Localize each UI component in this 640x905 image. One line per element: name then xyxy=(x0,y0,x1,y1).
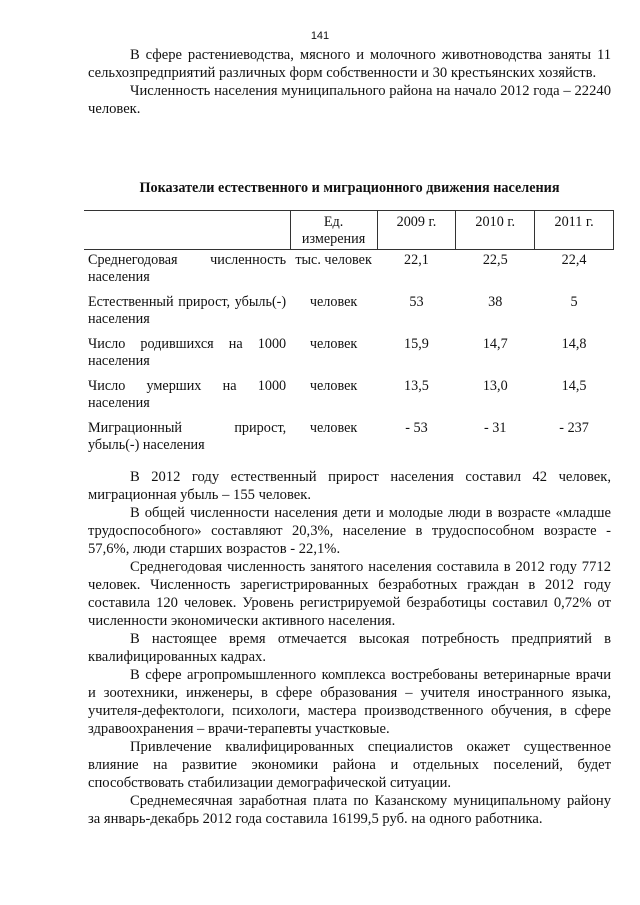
header-2011: 2011 г. xyxy=(535,211,614,250)
value-2011: - 237 xyxy=(559,420,589,436)
value-2011: 14,8 xyxy=(561,336,587,352)
table-row xyxy=(84,418,614,460)
paragraph: В общей численности населения дети и молодые люди в возрасте «младше трудоспособного» составляют 20,3%, население в трудоспособном возрасте - 57,6%, люди старших возрастов - 22,1%. xyxy=(88,505,611,557)
paragraph: В сфере агропромышленного комплекса востребованы ветеринарные врачи и зоотехники, инженеры, в сфере образования – учителя иностранного языка, учителя-дефектологи, психологи, мастера производственного обучения, в сфере здравоохранения – врачи-терапевты участковые. xyxy=(88,667,611,737)
paragraph: Численность населения муниципального района на начало 2012 года – 22240 человек. xyxy=(88,83,611,117)
row-name: Среднегодовая численность населения xyxy=(88,252,287,285)
value-2010: - 31 xyxy=(484,420,507,436)
table-title: Показатели естественного и миграционного движения населения xyxy=(139,180,560,196)
value-2011: 5 xyxy=(570,294,578,310)
population-table xyxy=(84,210,614,460)
value-2009: 13,5 xyxy=(404,378,429,394)
paragraph: В сфере растениеводства, мясного и молочного животноводства заняты 11 сельхозпредприятий различных форм собственности и 30 крестьянских хозяйств. xyxy=(88,47,611,81)
table-row xyxy=(84,250,614,293)
value-2010: 14,7 xyxy=(482,336,508,352)
row-name: Число умерших на 1000 населения xyxy=(88,378,287,411)
row-unit: человек xyxy=(309,378,358,394)
table-row xyxy=(84,376,614,418)
paragraph: Среднемесячная заработная плата по Казанскому муниципальному району за январь-декабрь 2012 года составила 16199,5 руб. на одного работника. xyxy=(88,793,611,827)
paragraph: Среднегодовая численность занятого населения составила в 2012 году 7712 человек. Численность зарегистрированных безработных граждан в 2012 году составила 120 человек. Уровень регистрируемой безработицы составил 0,72% от численности экономически активного населения. xyxy=(88,559,611,629)
value-2009: 53 xyxy=(409,294,424,310)
paragraph: Привлечение квалифицированных специалистов окажет существенное влияние на развитие экономики района и отдельных поселений, будет способствовать стабилизации демографической ситуации. xyxy=(88,739,611,791)
row-unit: человек xyxy=(309,294,358,310)
row-unit: тыс. человек xyxy=(295,252,372,268)
value-2009: 15,9 xyxy=(404,336,429,352)
value-2010: 38 xyxy=(488,294,503,310)
value-2009: 22,1 xyxy=(404,252,429,268)
row-name: Миграционный прирост, убыль(-) населения xyxy=(88,420,287,453)
value-2011: 14,5 xyxy=(561,378,587,394)
header-2010: 2010 г. xyxy=(456,211,535,250)
value-2010: 22,5 xyxy=(482,252,508,268)
value-2011: 22,4 xyxy=(561,252,587,268)
header-2009: 2009 г. xyxy=(377,211,456,250)
row-name: Естественный прирост, убыль(-) населения xyxy=(88,294,287,327)
header-blank xyxy=(84,211,290,250)
table-row xyxy=(84,292,614,334)
body-text xyxy=(88,468,611,828)
intro-text xyxy=(88,46,611,118)
value-2009: - 53 xyxy=(405,420,428,436)
row-name: Число родившихся на 1000 населения xyxy=(88,336,287,369)
paragraph: В 2012 году естественный прирост населения составил 42 человек, миграционная убыль – 155 человек. xyxy=(88,469,611,503)
table-header-row xyxy=(84,211,614,250)
value-2010: 13,0 xyxy=(482,378,508,394)
header-unit: Ед. измерения xyxy=(290,211,377,250)
paragraph: В настоящее время отмечается высокая потребность предприятий в квалифицированных кадрах. xyxy=(88,631,611,665)
page-number: 141 xyxy=(310,30,330,42)
table-row xyxy=(84,334,614,376)
row-unit: человек xyxy=(309,420,358,436)
row-unit: человек xyxy=(309,336,358,352)
